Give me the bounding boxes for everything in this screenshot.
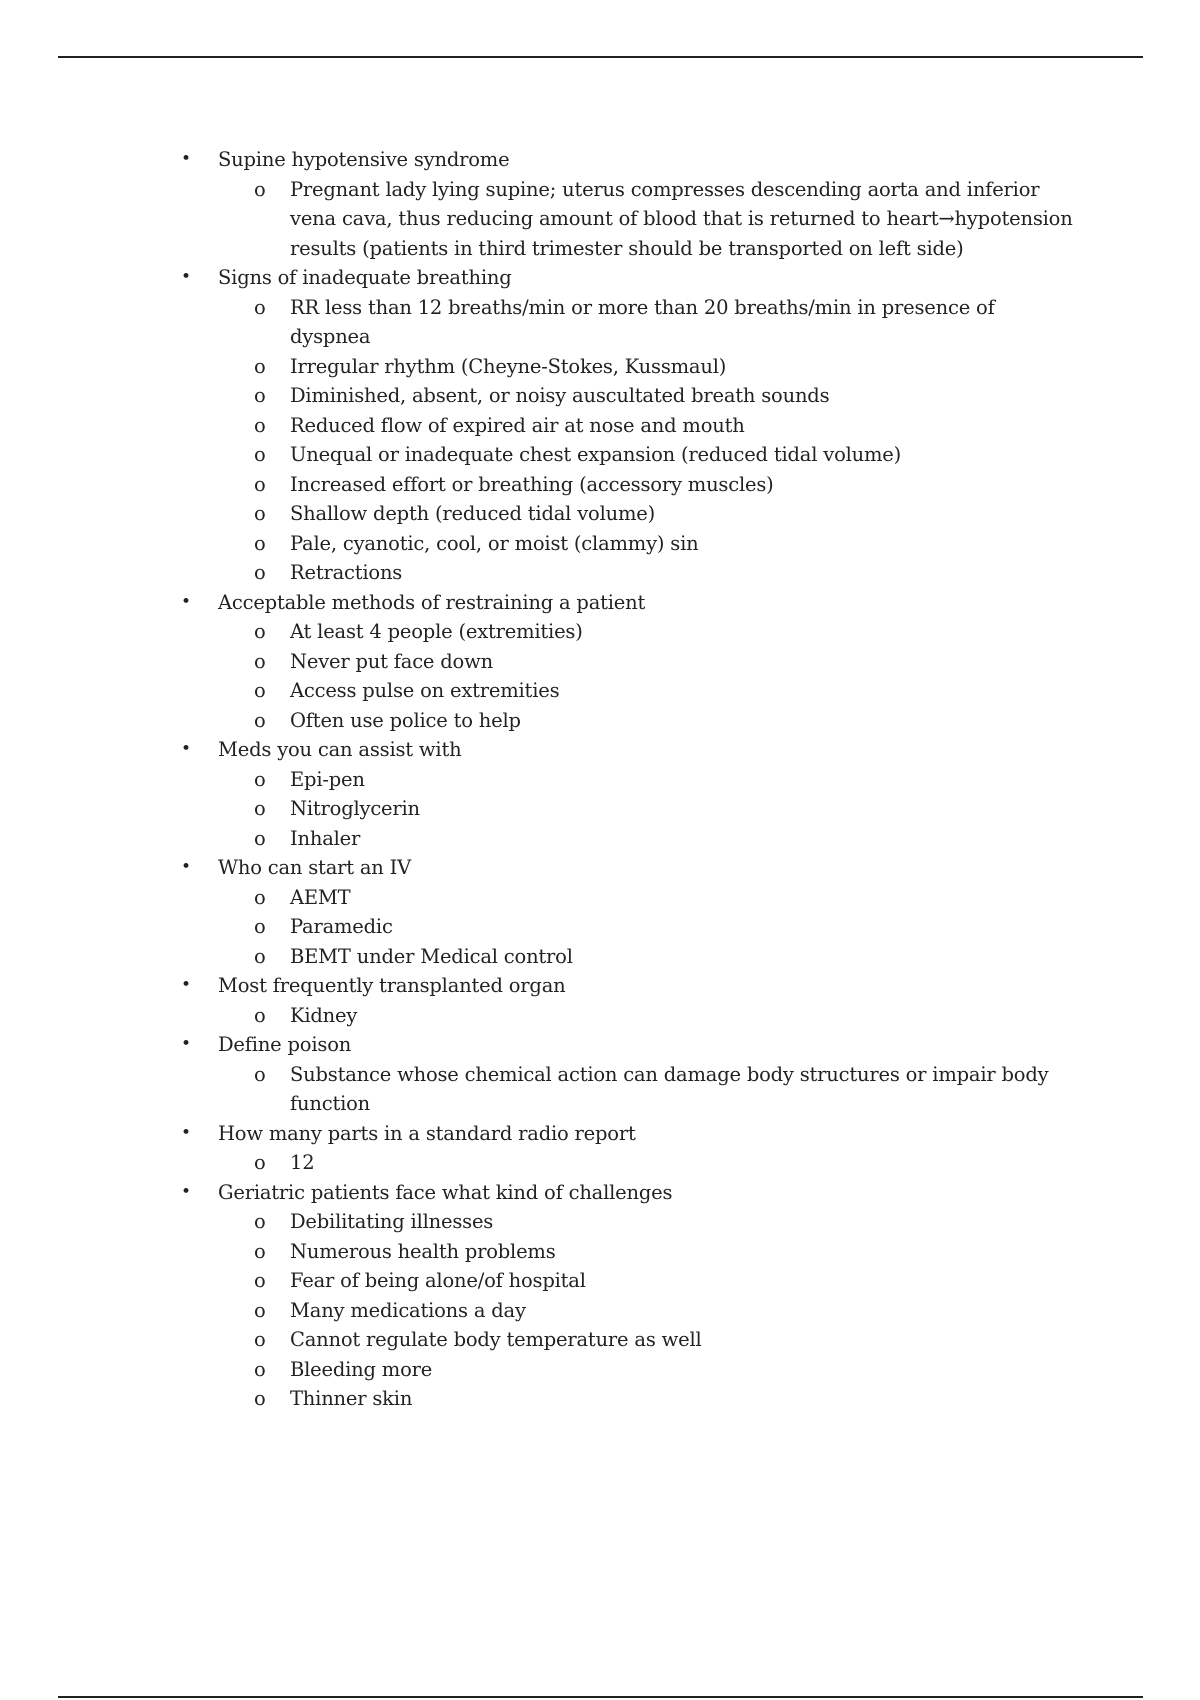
circle-bullet-icon: o (254, 1210, 266, 1233)
sub-list (218, 883, 1098, 972)
list-item (0, 588, 1098, 736)
sub-list-item-text: Substance whose chemical action can damage body structures or impair body function (290, 1062, 1049, 1115)
sub-list-item (218, 529, 1080, 559)
sub-list-item-text: Irregular rhythm (Cheyne-Stokes, Kussmaul) (290, 354, 727, 378)
list-item-title: Supine hypotensive syndrome (218, 148, 510, 171)
sub-list-item-text: Never put face down (290, 649, 493, 673)
sub-list-item-text: Access pulse on extremities (290, 679, 560, 702)
sub-list-item (218, 381, 1080, 411)
sub-list-item-text: Inhaler (290, 826, 361, 850)
sub-list-item (218, 1296, 1080, 1326)
circle-bullet-icon: o (254, 1062, 266, 1086)
bullet-icon: • (181, 591, 191, 612)
sub-list (218, 1207, 1098, 1414)
sub-list-item (218, 1384, 1080, 1414)
sub-list-item-text: BEMT under Medical control (290, 944, 573, 968)
bullet-icon: • (181, 857, 191, 877)
sub-list (218, 617, 1098, 735)
circle-bullet-icon: o (254, 177, 266, 201)
header-rule (58, 56, 1143, 58)
circle-bullet-icon: o (254, 1328, 266, 1351)
sub-list-item (218, 647, 1080, 677)
bullet-icon: • (181, 975, 191, 995)
bullet-icon: • (181, 149, 191, 169)
list-item-title: Acceptable methods of restraining a patient (218, 590, 646, 614)
sub-list-item-text: RR less than 12 breaths/min or more than 20 breaths/min in presence of dyspnea (290, 295, 995, 348)
sub-list-item (218, 942, 1080, 972)
sub-list-item-text: 12 (290, 1151, 315, 1174)
circle-bullet-icon: o (254, 384, 266, 407)
sub-list-item (218, 411, 1080, 441)
sub-list-item (218, 617, 1080, 647)
list-item (0, 971, 1098, 1030)
sub-list-item (218, 1060, 1080, 1119)
sub-list-item (218, 794, 1080, 824)
circle-bullet-icon: o (254, 295, 266, 319)
sub-list-item (218, 499, 1080, 529)
notes-list (0, 145, 1200, 1414)
sub-list-item-text: Kidney (290, 1003, 358, 1027)
sub-list (218, 1060, 1098, 1119)
sub-list (218, 765, 1098, 854)
list-item-title: Meds you can assist with (218, 738, 462, 761)
circle-bullet-icon: o (254, 1269, 266, 1292)
list-item (0, 735, 1098, 853)
circle-bullet-icon: o (254, 797, 266, 820)
list-item (0, 1178, 1098, 1414)
sub-list-item (218, 1207, 1080, 1237)
sub-list-item (218, 175, 1080, 264)
sub-list-item-text: Retractions (290, 561, 403, 584)
sub-list (218, 1001, 1098, 1031)
sub-list (218, 1148, 1098, 1178)
circle-bullet-icon: o (254, 354, 266, 378)
sub-list-item-text: Paramedic (290, 915, 393, 938)
sub-list-item (218, 470, 1080, 500)
circle-bullet-icon: o (254, 885, 266, 909)
sub-list-item-text: Diminished, absent, or noisy auscultated breath sounds (290, 384, 830, 407)
circle-bullet-icon: o (254, 502, 266, 525)
list-item (0, 853, 1098, 971)
sub-list-item (218, 1266, 1080, 1296)
sub-list-item (218, 352, 1080, 382)
circle-bullet-icon: o (254, 413, 266, 437)
footer-rule (58, 1696, 1143, 1698)
sub-list (218, 293, 1098, 588)
sub-list-item-text: At least 4 people (extremities) (290, 620, 583, 643)
list-item-title: Who can start an IV (218, 856, 412, 879)
sub-list-item (218, 1355, 1080, 1385)
sub-list-item-text: AEMT (290, 885, 351, 909)
list-item-title: Define poison (218, 1033, 352, 1056)
circle-bullet-icon: o (254, 1151, 266, 1174)
sub-list-item-text: Shallow depth (reduced tidal volume) (290, 502, 656, 525)
circle-bullet-icon: o (254, 531, 266, 555)
circle-bullet-icon: o (254, 915, 266, 938)
sub-list-item-text: Reduced flow of expired air at nose and mouth (290, 413, 745, 437)
sub-list-item-text: Thinner skin (290, 1387, 413, 1410)
sub-list (218, 175, 1098, 264)
circle-bullet-icon: o (254, 708, 266, 732)
sub-list-item-text: Numerous health problems (290, 1239, 556, 1263)
sub-list-item-text: Cannot regulate body temperature as well (290, 1328, 702, 1351)
sub-list-item-text: Epi-pen (290, 767, 365, 791)
sub-list-item-text: Increased effort or breathing (accessory muscles) (290, 472, 774, 496)
list-item (0, 1119, 1098, 1178)
list-item-title: How many parts in a standard radio report (218, 1121, 636, 1145)
circle-bullet-icon: o (254, 826, 266, 850)
sub-list-item (218, 912, 1080, 942)
circle-bullet-icon: o (254, 1298, 266, 1322)
sub-list-item (218, 1001, 1080, 1031)
circle-bullet-icon: o (254, 679, 266, 702)
list-item-title: Geriatric patients face what kind of challenges (218, 1180, 673, 1204)
document-body (0, 145, 1200, 1414)
bullet-icon: • (181, 1181, 191, 1202)
sub-list-item (218, 293, 1080, 352)
list-item-title: Signs of inadequate breathing (218, 266, 512, 289)
list-item (0, 145, 1098, 263)
circle-bullet-icon: o (254, 443, 266, 466)
circle-bullet-icon: o (254, 767, 266, 791)
sub-list-item-text: Nitroglycerin (290, 797, 420, 820)
list-item (0, 1030, 1098, 1119)
sub-list-item (218, 1237, 1080, 1267)
sub-list-item-text: Pale, cyanotic, cool, or moist (clammy) sin (290, 531, 699, 555)
sub-list-item (218, 558, 1080, 588)
sub-list-item (218, 824, 1080, 854)
sub-list-item-text: Fear of being alone/of hospital (290, 1269, 586, 1292)
sub-list-item (218, 440, 1080, 470)
circle-bullet-icon: o (254, 649, 266, 673)
circle-bullet-icon: o (254, 944, 266, 968)
circle-bullet-icon: o (254, 1387, 266, 1410)
list-item (0, 263, 1098, 588)
circle-bullet-icon: o (254, 561, 266, 584)
circle-bullet-icon: o (254, 1357, 266, 1381)
bullet-icon: • (181, 267, 191, 287)
sub-list-item (218, 676, 1080, 706)
sub-list-item-text: Bleeding more (290, 1357, 433, 1381)
circle-bullet-icon: o (254, 620, 266, 643)
sub-list-item (218, 1325, 1080, 1355)
sub-list-item-text: Debilitating illnesses (290, 1210, 494, 1233)
circle-bullet-icon: o (254, 1003, 266, 1027)
circle-bullet-icon: o (254, 1239, 266, 1263)
sub-list-item (218, 765, 1080, 795)
sub-list-item-text: Unequal or inadequate chest expansion (reduced tidal volume) (290, 443, 902, 466)
bullet-icon: • (181, 1122, 191, 1143)
list-item-title: Most frequently transplanted organ (218, 974, 566, 997)
bullet-icon: • (181, 1034, 191, 1054)
sub-list-item-text: Often use police to help (290, 708, 521, 732)
sub-list-item (218, 883, 1080, 913)
sub-list-item (218, 1148, 1080, 1178)
sub-list-item-text: Many medications a day (290, 1298, 526, 1322)
sub-list-item-text: Pregnant lady lying supine; uterus compresses descending aorta and inferior vena cava, thus reducing amount of blood that is returned to heart→hypotension results (patients in third trimester should be transported on left side) (290, 177, 1073, 260)
circle-bullet-icon: o (254, 472, 266, 496)
bullet-icon: • (181, 739, 191, 759)
sub-list-item (218, 706, 1080, 736)
